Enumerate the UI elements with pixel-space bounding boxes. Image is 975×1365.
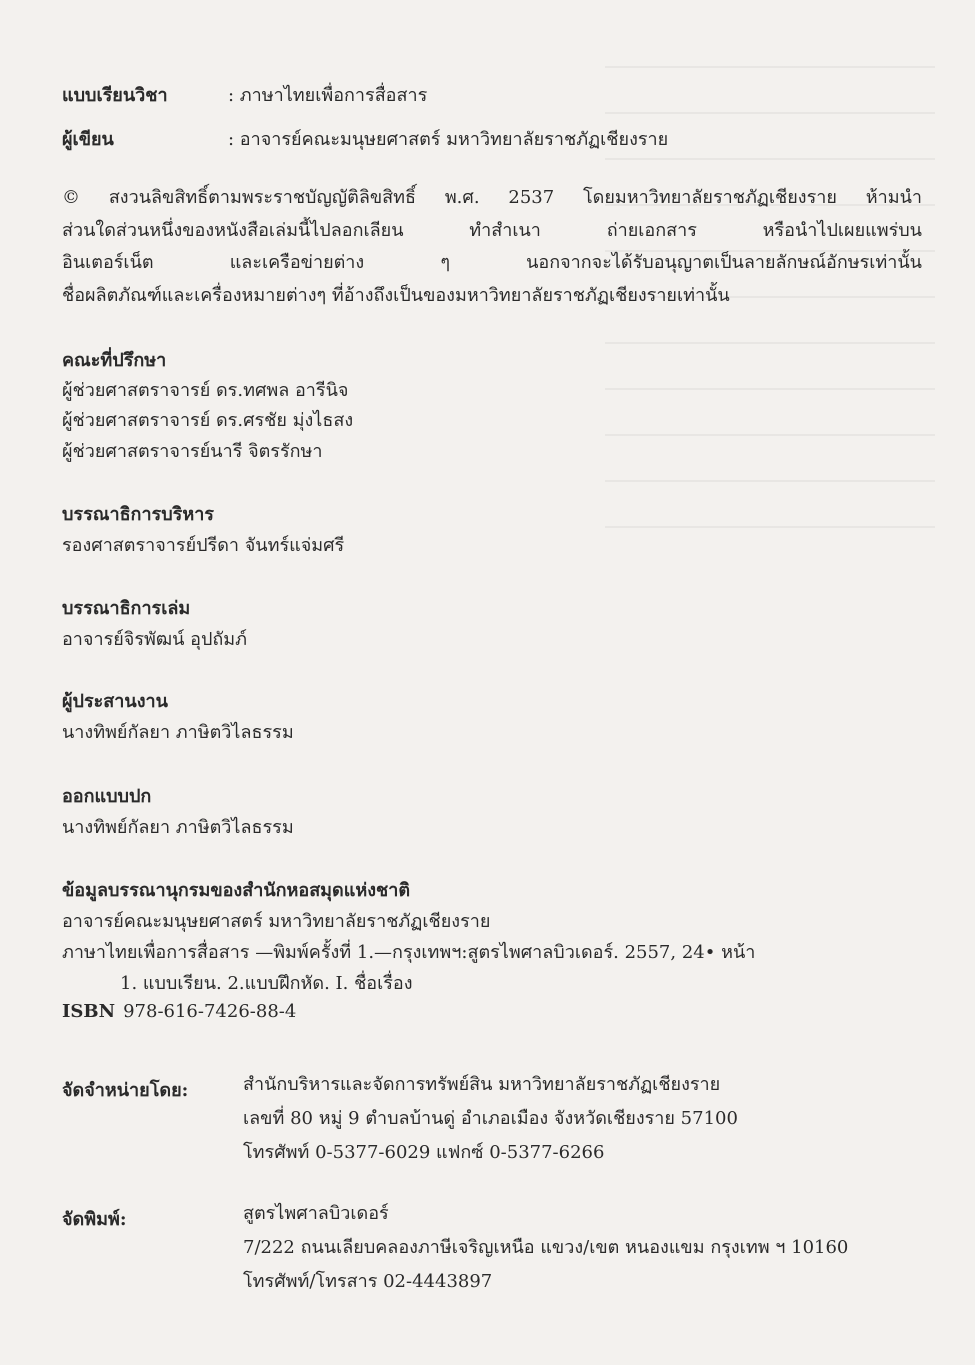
advisor-name: ผู้ช่วยศาสตราจารย์ ดร.ทศพล อารีนิจ: [62, 380, 349, 401]
catalog-subjects: 1. แบบเรียน. 2.แบบฝึกหัด. I. ชื่อเรื่อง: [120, 973, 413, 994]
catalog-title-line: ภาษาไทยเพื่อการสื่อสาร —พิมพ์ครั้งที่ 1.—กรุงเทพฯ:สูตรไพศาลบิวเดอร์. 2557, 24• หน้า: [62, 942, 756, 963]
coordinator-name: นางทิพย์กัลยา ภาษิตวิไลธรรม: [62, 722, 294, 743]
distributor-line: เลขที่ 80 หมู่ 9 ตำบลบ้านดู่ อำเภอเมือง จังหวัดเชียงราย 57100: [243, 1108, 738, 1129]
printer-address: [243, 1197, 848, 1299]
advisors-heading: คณะที่ปรึกษา: [62, 350, 167, 371]
catalog-heading: ข้อมูลบรรณานุกรมของสำนักหอสมุดแห่งชาติ: [62, 880, 411, 901]
volume-editor-name: อาจารย์จิรพัฒน์ อุปถัมภ์: [62, 629, 248, 650]
author-label: ผู้เขียน: [62, 129, 114, 150]
advisor-name: ผู้ช่วยศาสตราจารย์นารี จิตรรักษา: [62, 441, 323, 462]
printer-line: 7/222 ถนนเลียบคลองภาษีเจริญเหนือ แขวง/เขต หนองแขม กรุงเทพ ฯ 10160: [243, 1237, 849, 1258]
isbn-label: ISBN: [62, 1001, 116, 1022]
copyright-notice: [62, 182, 922, 312]
exec-editor-name: รองศาสตราจารย์ปรีดา จันทร์แจ่มศรี: [62, 535, 345, 556]
course-row: [62, 80, 427, 109]
coordinator-heading: ผู้ประสานงาน: [62, 691, 168, 712]
author-value: : อาจารย์คณะมนุษยศาสตร์ มหาวิทยาลัยราชภัฏเชียงราย: [228, 129, 669, 150]
distributor-address: [243, 1068, 738, 1170]
author-row: [62, 124, 668, 153]
cover-design-heading: ออกแบบปก: [62, 786, 152, 807]
exec-editor-heading: บรรณาธิการบริหาร: [62, 504, 214, 525]
volume-editor-heading: บรรณาธิการเล่ม: [62, 598, 191, 619]
distributor-line: โทรศัพท์ 0-5377-6029 แฟกซ์ 0-5377-6266: [243, 1142, 605, 1163]
copyright-line: ส่วนใดส่วนหนึ่งของหนังสือเล่มนี้ไปลอกเลียน ทำสำเนา ถ่ายเอกสาร หรือนำไปเผยแพร่บน: [62, 219, 922, 241]
printer-line: สูตรไพศาลบิวเดอร์: [243, 1203, 389, 1224]
printer-label: จัดพิมพ์:: [62, 1209, 127, 1230]
copyright-line: ชื่อผลิตภัณฑ์และเครื่องหมายต่างๆ ที่อ้างถึงเป็นของมหาวิทยาลัยราชภัฏเชียงรายเท่านั้น: [62, 284, 730, 306]
advisor-name: ผู้ช่วยศาสตราจารย์ ดร.ศรชัย มุ่งไธสง: [62, 410, 354, 431]
course-label: แบบเรียนวิชา: [62, 85, 168, 106]
cover-designer-name: นางทิพย์กัลยา ภาษิตวิไลธรรม: [62, 817, 294, 838]
course-value: : ภาษาไทยเพื่อการสื่อสาร: [228, 85, 428, 106]
copyright-line: อินเตอร์เน็ต และเครือข่ายต่าง ๆ นอกจากจะได้รับอนุญาตเป็นลายลักษณ์อักษรเท่านั้น: [62, 252, 922, 273]
distributor-line: สำนักบริหารและจัดการทรัพย์สิน มหาวิทยาลัยราชภัฏเชียงราย: [243, 1074, 721, 1095]
isbn-row: [62, 1001, 296, 1022]
isbn-value: 978-616-7426-88-4: [123, 1001, 297, 1022]
distributor-label: จัดจำหน่ายโดย:: [62, 1080, 189, 1101]
catalog-author: อาจารย์คณะมนุษยศาสตร์ มหาวิทยาลัยราชภัฏเชียงราย: [62, 911, 491, 932]
printer-line: โทรศัพท์/โทรสาร 02-4443897: [243, 1271, 493, 1292]
copyright-line: © สงวนลิขสิทธิ์ตามพระราชบัญญัติลิขสิทธิ์ พ.ศ. 2537 โดยมหาวิทยาลัยราชภัฏเชียงราย ห้ามนำ: [62, 187, 922, 208]
